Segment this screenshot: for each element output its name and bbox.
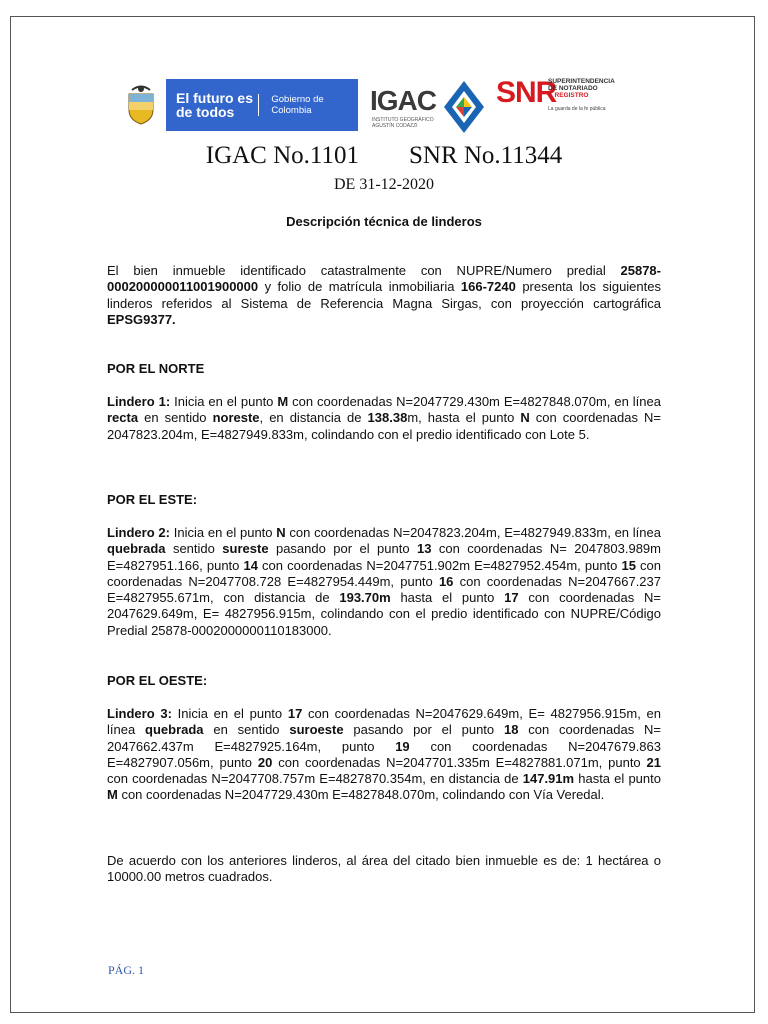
lindero-3-bold: suroeste bbox=[289, 722, 344, 738]
lindero-2-bold: 193.70m bbox=[339, 590, 391, 606]
lindero-2-paragraph bbox=[107, 525, 661, 639]
lindero-2-text: hasta el punto bbox=[390, 590, 505, 606]
gobierno-name: Gobierno de Colombia bbox=[258, 94, 358, 116]
intro-folio: 166-7240 bbox=[460, 279, 516, 295]
intro-text-3: presenta los siguientes linderos referidos al Sistema de Referencia Magna Sirgas, con proyección cartográfica bbox=[107, 279, 661, 311]
lindero-3-paragraph bbox=[107, 706, 661, 804]
lindero-3-text: pasando por el punto bbox=[343, 722, 504, 738]
lindero-2-label: Lindero 2: bbox=[107, 525, 170, 540]
igac-logo-text: IGAC bbox=[370, 85, 436, 116]
gobierno-slogan: El futuro es de todos bbox=[176, 90, 254, 120]
lindero-1-text: , en distancia de bbox=[259, 410, 368, 426]
lindero-3-text: hasta el punto bbox=[574, 771, 661, 787]
lindero-2-bold: N bbox=[276, 525, 286, 540]
lindero-2-bold: 13 bbox=[416, 541, 432, 557]
lindero-3-text: con coordenadas N=2047708.757m E=4827870.354m, en distancia de bbox=[107, 771, 523, 787]
lindero-1-text: con coordenadas N=2047729.430m E=4827848.070m, en línea bbox=[288, 394, 661, 409]
lindero-3-bold: 21 bbox=[646, 754, 661, 770]
snr-tagline: La guarda de la fe pública bbox=[548, 106, 606, 112]
heading-oeste: POR EL OESTE: bbox=[107, 673, 208, 688]
snr-line-3: & REGISTRO bbox=[548, 92, 589, 99]
lindero-2-text: con coordenadas N=2047667.237 E=4827955.671m, con distancia de bbox=[107, 573, 661, 606]
lindero-2-bold: 14 bbox=[243, 557, 258, 573]
colombia-shield-icon bbox=[116, 79, 166, 131]
intro-text-2: y folio de matrícula inmobiliaria bbox=[258, 279, 461, 295]
lindero-2-bold: 16 bbox=[438, 573, 454, 589]
lindero-3-text: con coordenadas N=2047629.649m, E= 4827956.915m, en línea bbox=[107, 706, 661, 738]
lindero-2-text: con coordenadas N=2047751.902m E=4827952.454m, punto bbox=[257, 557, 622, 573]
document-subtitle: Descripción técnica de linderos bbox=[286, 214, 482, 229]
lindero-1-text: Inicia en el punto bbox=[170, 394, 278, 409]
lindero-2-bold: 17 bbox=[504, 590, 519, 606]
lindero-3-bold: quebrada bbox=[145, 722, 204, 738]
lindero-1-text: en sentido bbox=[138, 410, 213, 426]
lindero-3-text: con coordenadas N=2047679.863 E=4827907.056m, punto bbox=[107, 738, 661, 770]
lindero-3-bold: 17 bbox=[287, 706, 303, 721]
lindero-2-text: pasando por el punto bbox=[268, 541, 417, 557]
lindero-3-text: Inicia en el punto bbox=[171, 706, 288, 721]
lindero-3-text: con coordenadas N=2047729.430m E=4827848.070m, colindando con Vía Veredal. bbox=[117, 787, 605, 803]
closing-paragraph: De acuerdo con los anteriores linderos, al área del citado bien inmueble es de: 1 hectárea o 10000.00 metros cuadrados. bbox=[107, 853, 661, 885]
lindero-2-text: con coordenadas N=2047708.728 E=4827954.449m, punto bbox=[107, 557, 661, 589]
lindero-1-bold: N bbox=[520, 410, 530, 426]
document-date: DE 31-12-2020 bbox=[334, 176, 434, 193]
snr-line-1: SUPERINTENDENCIA bbox=[548, 78, 615, 85]
lindero-3-bold: M bbox=[107, 787, 118, 803]
lindero-2-text: con coordenadas N= 2047629.649m, E= 4827956.915m, colindando con el predio identificado con NUPRE/Código Predial 25878-0002000000110183000. bbox=[107, 590, 661, 638]
lindero-3-bold: 20 bbox=[257, 754, 273, 770]
snr-logo-caption bbox=[548, 78, 615, 99]
igac-logo-subtitle: INSTITUTO GEOGRÁFICO AGUSTÍN CODAZZI bbox=[372, 117, 434, 129]
lindero-1-bold: noreste bbox=[212, 410, 260, 426]
lindero-3-text: con coordenadas N=2047701.335m E=4827881.071m, punto bbox=[272, 754, 647, 770]
lindero-1-paragraph bbox=[107, 394, 661, 443]
lindero-1-text: m, hasta el punto bbox=[407, 410, 521, 426]
lindero-3-bold: 19 bbox=[395, 738, 410, 754]
snr-line-2: DE NOTARIADO bbox=[548, 85, 598, 92]
lindero-1-bold: 138.38 bbox=[367, 410, 408, 426]
lindero-2-text: con coordenadas N=2047823.204m, E=4827949.833m, en línea bbox=[285, 525, 661, 540]
lindero-3-bold: 147.91m bbox=[522, 771, 575, 787]
snr-logo bbox=[494, 74, 618, 130]
intro-nupre: 25878-000200000011001900000 bbox=[107, 263, 661, 295]
lindero-2-bold: quebrada bbox=[107, 541, 166, 557]
lindero-3-bold: 18 bbox=[503, 722, 519, 738]
intro-paragraph bbox=[107, 263, 661, 328]
lindero-2-text: con coordenadas N= 2047803.989m E=4827951.166, punto bbox=[107, 541, 661, 573]
heading-norte: POR EL NORTE bbox=[107, 361, 205, 376]
lindero-1-label: Lindero 1: bbox=[107, 394, 171, 409]
lindero-3-text: en sentido bbox=[203, 722, 290, 738]
lindero-1-bold: M bbox=[277, 394, 289, 409]
igac-logo bbox=[370, 79, 488, 135]
lindero-2-bold: sureste bbox=[222, 541, 269, 557]
lindero-1-text: con coordenadas N= 2047823.204m, E=4827949.833m, colindando con el predio identificado con Lote 5. bbox=[107, 410, 661, 442]
lindero-2-bold: 15 bbox=[621, 557, 636, 573]
lindero-2-text: Inicia en el punto bbox=[170, 525, 277, 540]
lindero-3-label: Lindero 3: bbox=[107, 706, 172, 721]
page-number: PÁG. 1 bbox=[108, 963, 145, 977]
lindero-2-text: sentido bbox=[165, 541, 223, 557]
lindero-3-text: con coordenadas N= 2047662.437m E=4827925.164m, punto bbox=[107, 722, 661, 754]
document-title: IGAC No.1101 SNR No.11344 bbox=[205, 142, 563, 169]
intro-epsg: EPSG9377. bbox=[107, 311, 176, 327]
intro-text-1: El bien inmueble identificado catastralmente con NUPRE/Numero predial bbox=[107, 263, 621, 278]
heading-este: POR EL ESTE: bbox=[107, 492, 198, 507]
gobierno-banner bbox=[166, 79, 358, 131]
gobierno-logo bbox=[116, 79, 358, 131]
lindero-1-bold: recta bbox=[107, 410, 139, 426]
snr-logo-text: SNR bbox=[496, 76, 557, 109]
igac-diamond-icon bbox=[442, 79, 486, 135]
